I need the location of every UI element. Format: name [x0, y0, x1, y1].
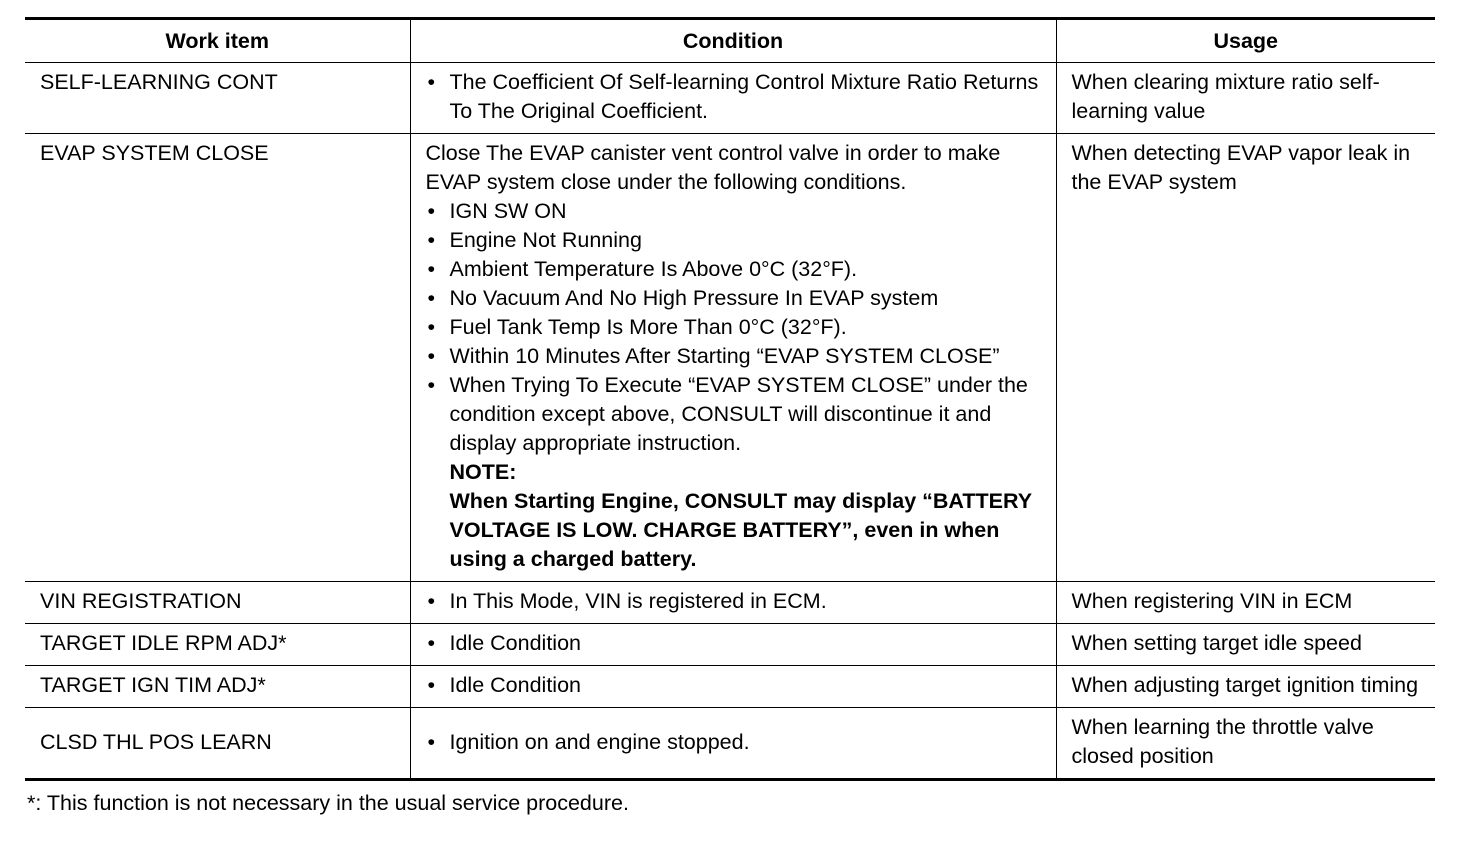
header-usage: Usage — [1056, 19, 1435, 63]
condition-cell — [410, 582, 1056, 624]
table-row — [25, 134, 1435, 582]
condition-cell — [410, 134, 1056, 582]
work-item-cell: TARGET IGN TIM ADJ* — [25, 666, 410, 708]
condition-item: • The Coefficient Of Self-learning Control Mixture Ratio Returns To The Original Coefficient. — [426, 68, 1048, 126]
usage-cell: When adjusting target ignition timing — [1056, 666, 1435, 708]
condition-list — [426, 197, 1048, 458]
condition-item: • Ambient Temperature Is Above 0°C (32°F). — [426, 255, 1048, 284]
condition-list — [426, 728, 1048, 757]
table-row — [25, 63, 1435, 134]
table-row — [25, 624, 1435, 666]
condition-item: • Engine Not Running — [426, 226, 1048, 255]
header-condition: Condition — [410, 19, 1056, 63]
table-row — [25, 708, 1435, 780]
work-support-document — [25, 17, 1435, 817]
condition-item: • Within 10 Minutes After Starting “EVAP SYSTEM CLOSE” — [426, 342, 1048, 371]
condition-list — [426, 671, 1048, 700]
condition-item: • Ignition on and engine stopped. — [426, 728, 1048, 757]
footnote: *: This function is not necessary in the usual service procedure. — [27, 791, 629, 815]
header-work-item: Work item — [25, 19, 410, 63]
condition-item: • Idle Condition — [426, 629, 1048, 658]
condition-list — [426, 68, 1048, 126]
condition-cell — [410, 666, 1056, 708]
note-label: NOTE: — [449, 460, 517, 484]
usage-cell: When registering VIN in ECM — [1056, 582, 1435, 624]
condition-item: • Idle Condition — [426, 671, 1048, 700]
table-header-row — [25, 19, 1435, 63]
condition-cell — [410, 63, 1056, 134]
work-item-cell: CLSD THL POS LEARN — [25, 708, 410, 780]
work-item-cell: VIN REGISTRATION — [25, 582, 410, 624]
condition-cell — [410, 624, 1056, 666]
usage-cell: When setting target idle speed — [1056, 624, 1435, 666]
work-item-cell: EVAP SYSTEM CLOSE — [25, 134, 410, 582]
note-text: When Starting Engine, CONSULT may display “BATTERY VOLTAGE IS LOW. CHARGE BATTERY”, even in when using a charged battery. — [449, 489, 1032, 571]
usage-cell: When learning the throttle valve closed position — [1056, 708, 1435, 780]
condition-list — [426, 587, 1048, 616]
work-item-cell: SELF-LEARNING CONT — [25, 63, 410, 134]
usage-cell: When clearing mixture ratio self-learning value — [1056, 63, 1435, 134]
condition-item: • IGN SW ON — [426, 197, 1048, 226]
condition-intro: Close The EVAP canister vent control valve in order to make EVAP system close under the following conditions. — [425, 141, 1001, 194]
table-row — [25, 582, 1435, 624]
table-row — [25, 666, 1435, 708]
work-item-cell: TARGET IDLE RPM ADJ* — [25, 624, 410, 666]
condition-list — [426, 629, 1048, 658]
condition-item: • No Vacuum And No High Pressure In EVAP system — [426, 284, 1048, 313]
condition-item: • In This Mode, VIN is registered in ECM. — [426, 587, 1048, 616]
condition-item: • When Trying To Execute “EVAP SYSTEM CLOSE” under the condition except above, CONSULT will discontinue it and display appropriate instruction. — [426, 371, 1048, 458]
work-support-table — [25, 17, 1435, 781]
condition-item: • Fuel Tank Temp Is More Than 0°C (32°F). — [426, 313, 1048, 342]
condition-cell — [410, 708, 1056, 780]
usage-cell: When detecting EVAP vapor leak in the EVAP system — [1056, 134, 1435, 582]
